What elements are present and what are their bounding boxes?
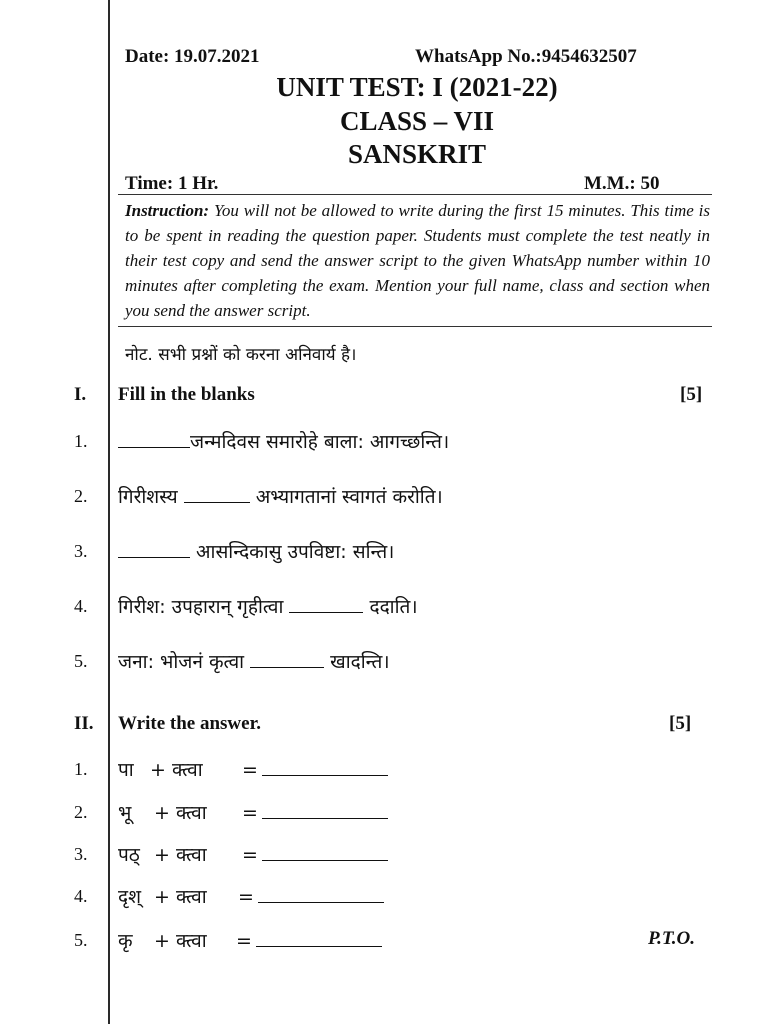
s1-q4-before: गिरीश: उपहारान् गृहीत्वा (118, 596, 290, 618)
s2-q2 (118, 799, 388, 825)
s2-q1-number: 1. (74, 759, 88, 779)
s2-q5-number: 5. (74, 930, 88, 950)
s1-q5-after: खादन्ति। (324, 651, 390, 673)
divider-top (118, 194, 712, 195)
s2-q4 (118, 883, 384, 909)
answer-blank[interactable] (262, 759, 388, 776)
whatsapp-number: WhatsApp No.:9454632507 (415, 46, 637, 67)
s2-q5 (118, 927, 382, 953)
note: नोट. सभी प्रश्नों को करना अनिवार्य है। (125, 345, 357, 365)
s1-q2-after: अभ्यागतानां स्वागतं करोति। (249, 486, 443, 508)
s1-q4-after: ददाति। (363, 596, 418, 618)
instruction-text: You will not be allowed to write during the first 15 minutes. This time is to be spent in reading the question paper. Students must complete the test neatly in their test copy and send the answer script to the given WhatsApp number within 10 minutes after completing the exam. Mention your full name, class and section when you send the answer script. (125, 201, 711, 320)
answer-blank[interactable] (258, 886, 384, 903)
s1-q4 (118, 593, 418, 619)
s1-q3-number: 3. (74, 541, 88, 561)
s1-q5 (118, 648, 390, 674)
s2-q1-equals: = (242, 759, 258, 781)
section1-marks: [5] (680, 384, 703, 405)
s2-q4-suffix: + क्त्वा (154, 886, 207, 908)
test-title: UNIT TEST: I (2021-22) (276, 72, 558, 102)
s2-q4-number: 4. (74, 886, 88, 906)
section2-marks: [5] (669, 713, 692, 734)
s1-q5-number: 5. (74, 651, 88, 671)
s2-q5-root: कृ (118, 930, 133, 952)
answer-blank[interactable] (250, 651, 324, 668)
s1-q2-before: गिरीशस्य (118, 486, 184, 508)
section2-number: II. (74, 713, 94, 734)
max-marks: M.M.: 50 (584, 173, 660, 194)
s1-q1-after: जन्मदिवस समारोहे बाला: आगच्छन्ति। (190, 431, 450, 453)
s1-q5-before: जना: भोजनं कृत्वा (118, 651, 251, 673)
s1-q4-number: 4. (74, 596, 88, 616)
answer-blank[interactable] (256, 930, 382, 947)
pto-label: P.T.O. (648, 928, 695, 949)
s2-q1 (118, 756, 388, 782)
s2-q4-equals: = (238, 886, 254, 908)
s1-q1 (118, 428, 449, 454)
s2-q3-equals: = (242, 844, 258, 866)
instruction-label: Instruction: (125, 201, 210, 220)
s2-q2-number: 2. (74, 802, 88, 822)
date: Date: 19.07.2021 (125, 46, 260, 67)
answer-blank[interactable] (289, 596, 363, 613)
s2-q2-equals: = (242, 802, 258, 824)
section1-title: Fill in the blanks (118, 384, 255, 405)
s2-q1-suffix: + क्त्वा (150, 759, 203, 781)
s2-q3-number: 3. (74, 844, 88, 864)
s2-q5-equals: = (236, 930, 252, 952)
answer-blank[interactable] (262, 844, 388, 861)
s2-q2-root: भू (118, 802, 132, 824)
s1-q2-number: 2. (74, 486, 88, 506)
subject-title: SANSKRIT (347, 139, 487, 169)
s1-q2 (118, 483, 443, 509)
answer-blank[interactable] (118, 431, 190, 448)
s1-q3-after: आसन्दिकासु उपविष्टा: सन्ति। (190, 541, 395, 563)
answer-blank[interactable] (262, 802, 388, 819)
s2-q3-suffix: + क्त्वा (154, 844, 207, 866)
s2-q5-suffix: + क्त्वा (154, 930, 207, 952)
s2-q1-root: पा (118, 759, 134, 781)
answer-blank[interactable] (118, 541, 190, 558)
s2-q2-suffix: + क्त्वा (154, 802, 207, 824)
s1-q1-number: 1. (74, 431, 88, 451)
section1-number: I. (74, 384, 87, 405)
class-title: CLASS – VII (339, 106, 495, 136)
s1-q3 (118, 538, 394, 564)
s2-q4-root: दृश् (118, 886, 142, 908)
instruction (125, 198, 710, 323)
answer-blank[interactable] (184, 486, 250, 503)
time: Time: 1 Hr. (125, 173, 219, 194)
divider-bottom (118, 326, 712, 327)
s2-q3-root: पठ् (118, 844, 140, 866)
section2-title: Write the answer. (118, 713, 262, 734)
s2-q3 (118, 841, 388, 867)
